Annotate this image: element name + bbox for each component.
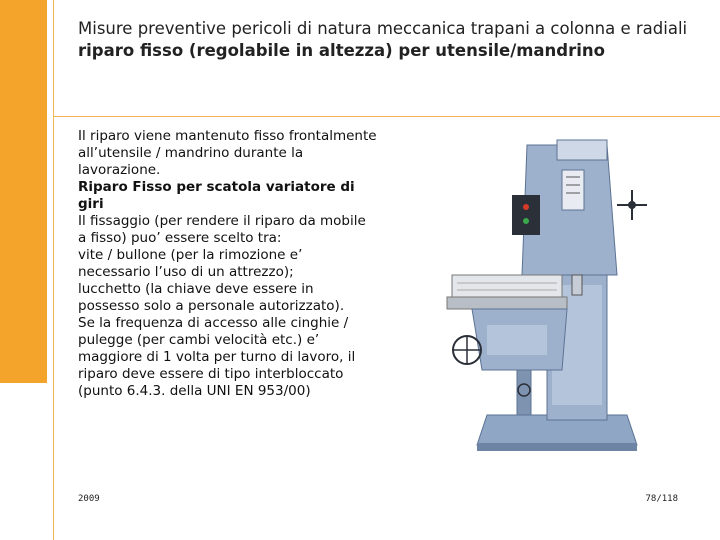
- accent-bar: [0, 0, 47, 383]
- drill-press-machine-illustration: [432, 125, 672, 465]
- paragraph-1: Il riparo viene mantenuto fisso frontalmente all’utensile / mandrino durante la lavorazione.: [78, 128, 377, 178]
- paragraph-6: Se la frequenza di accesso alle cinghie / pulegge (per cambi velocità etc.) e’ maggiore di 1 volta per turno di lavoro, il riparo deve essere di tipo interbloccato (punto 6.4.3. della UNI EN 953/00): [78, 315, 356, 399]
- page-number: 78/118: [645, 494, 678, 504]
- footer-year: 2009: [78, 494, 100, 504]
- title-plain: Misure preventive pericoli di natura meccanica trapani a colonna e radiali: [78, 19, 688, 38]
- paragraph-2: Riparo Fisso per scatola variatore di giri: [78, 179, 355, 212]
- slide-title: [78, 18, 698, 62]
- paragraph-4: vite / bullone (per la rimozione e’ necessario l’uso di un attrezzo);: [78, 247, 303, 280]
- paragraph-5: lucchetto (la chiave deve essere in possesso solo a personale autorizzato).: [78, 281, 345, 314]
- title-divider: [53, 116, 720, 117]
- body-text: [78, 128, 378, 400]
- accent-rule: [53, 0, 54, 540]
- paragraph-3: Il fissaggio (per rendere il riparo da mobile a fisso) puo’ essere scelto tra:: [78, 213, 366, 246]
- title-bold: riparo fisso (regolabile in altezza) per utensile/mandrino: [78, 41, 605, 60]
